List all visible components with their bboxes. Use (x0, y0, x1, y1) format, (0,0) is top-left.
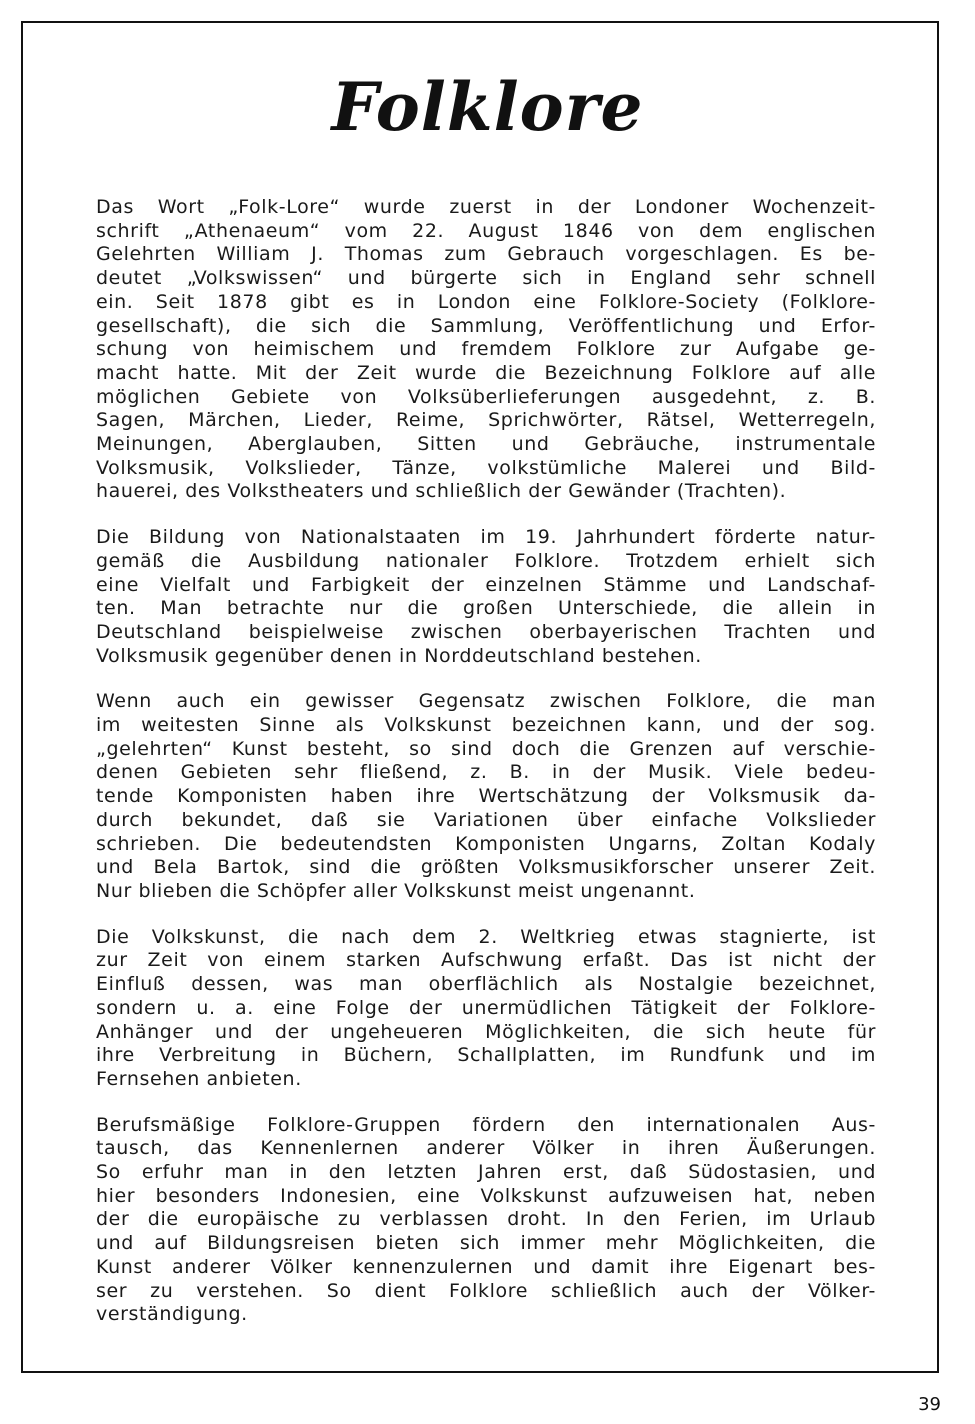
text-line: verständigung. (96, 1303, 248, 1326)
paragraph-4 (96, 926, 876, 1092)
text-line: eine Vielfalt und Farbigkeit der einzelnen Stämme und Landschaf- (96, 573, 876, 596)
page-number: 39 (918, 1394, 941, 1415)
text-line: hier besonders Indonesien, eine Volkskunst aufzuweisen hat, neben (96, 1184, 876, 1207)
text-line: schrift „Athenaeum“ vom 22. August 1846 von dem englischen (96, 219, 876, 242)
text-line: durch bekundet, daß sie Variationen über einfache Volkslieder (96, 808, 876, 831)
text-line: schung von heimischem und fremdem Folklore zur Aufgabe ge- (96, 338, 876, 361)
text-line: ten. Man betrachte nur die großen Unterschiede, die allein in (96, 597, 876, 620)
text-line: tausch, das Kennenlernen anderer Völker in ihren Äußerungen. (96, 1137, 876, 1160)
text-line: ein. Seit 1878 gibt es in London eine Folklore-Society (Folklore- (96, 290, 876, 313)
text-line: Die Bildung von Nationalstaaten im 19. Jahrhundert förderte natur- (96, 526, 876, 549)
text-line: der die europäische zu verblassen droht. In den Ferien, im Urlaub (96, 1208, 876, 1231)
text-line: ser zu verstehen. So dient Folklore schließlich auch der Völker- (96, 1279, 876, 1302)
text-line: ihre Verbreitung in Büchern, Schallplatten, im Rundfunk und im (96, 1044, 876, 1067)
text-line: Kunst anderer Völker kennenzulernen und damit ihre Eigenart bes- (96, 1255, 876, 1278)
text-line: und Bela Bartok, sind die größten Volksmusikforscher unserer Zeit. (96, 856, 876, 879)
text-line: zur Zeit von einem starken Aufschwung erfaßt. Das ist nicht der (96, 949, 876, 972)
paragraph-1 (96, 196, 876, 504)
text-line: im weitesten Sinne als Volkskunst bezeichnen kann, und der sog. (96, 714, 876, 737)
text-line: Einfluß dessen, was man oberflächlich als Nostalgie bezeichnet, (96, 973, 876, 996)
text-line: Gelehrten William J. Thomas zum Gebrauch vorgeschlagen. Es be- (96, 243, 876, 266)
text-line: gemäß die Ausbildung nationaler Folklore. Trotzdem erhielt sich (96, 549, 876, 572)
text-line: Volksmusik, Volkslieder, Tänze, volkstümliche Malerei und Bild- (96, 456, 876, 479)
text-line: hauerei, des Volkstheaters und schließlich der Gewänder (Trachten). (96, 480, 787, 503)
text-line: „gelehrten“ Kunst besteht, so sind doch die Grenzen auf verschie- (96, 737, 876, 760)
text-line: Anhänger und der ungeheueren Möglichkeiten, die sich heute für (96, 1020, 876, 1043)
text-line: Nur blieben die Schöpfer aller Volkskunst meist ungenannt. (96, 879, 696, 902)
text-line: Das Wort „Folk-Lore“ wurde zuerst in der Londoner Wochenzeit- (96, 196, 876, 218)
text-line: Fernsehen anbieten. (96, 1067, 302, 1090)
text-line: Sagen, Märchen, Lieder, Reime, Sprichwörter, Rätsel, Wetterregeln, (96, 409, 876, 432)
text-line: tende Komponisten haben ihre Wertschätzung der Volksmusik da- (96, 785, 876, 808)
text-line: Meinungen, Aberglauben, Sitten und Gebräuche, instrumentale (96, 433, 876, 456)
text-line: schrieben. Die bedeutendsten Komponisten Ungarns, Zoltan Kodaly (96, 832, 876, 855)
text-line: denen Gebieten sehr fließend, z. B. in der Musik. Viele bedeu- (96, 761, 876, 784)
text-line: sondern u. a. eine Folge der unermüdlichen Tätigkeit der Folklore- (96, 996, 876, 1019)
text-line: Wenn auch ein gewisser Gegensatz zwischen Folklore, die man (96, 690, 876, 713)
text-line: Volksmusik gegenüber denen in Norddeutschland bestehen. (96, 644, 702, 667)
paragraph-3 (96, 690, 876, 903)
text-line: Deutschland beispielweise zwischen oberbayerischen Trachten und (96, 620, 876, 643)
text-line: gesellschaft), die sich die Sammlung, Veröffentlichung und Erfor- (96, 314, 876, 337)
text-line: So erfuhr man in den letzten Jahren erst, daß Südostasien, und (96, 1161, 876, 1184)
page-title: Folklore (331, 68, 644, 146)
paragraph-5 (96, 1114, 876, 1327)
text-line: Die Volkskunst, die nach dem 2. Weltkrieg etwas stagnierte, ist (96, 925, 876, 948)
text-line: möglichen Gebiete von Volksüberlieferungen ausgedehnt, z. B. (96, 385, 876, 408)
paragraph-2 (96, 526, 876, 668)
article-body (96, 196, 876, 1349)
text-line: und auf Bildungsreisen bieten sich immer mehr Möglichkeiten, die (96, 1232, 876, 1255)
text-line: macht hatte. Mit der Zeit wurde die Bezeichnung Folklore auf alle (96, 361, 876, 384)
text-line: deutet „Volkswissen“ und bürgerte sich in England sehr schnell (96, 267, 876, 290)
text-line: Berufsmäßige Folklore-Gruppen fördern den internationalen Aus- (96, 1113, 876, 1136)
